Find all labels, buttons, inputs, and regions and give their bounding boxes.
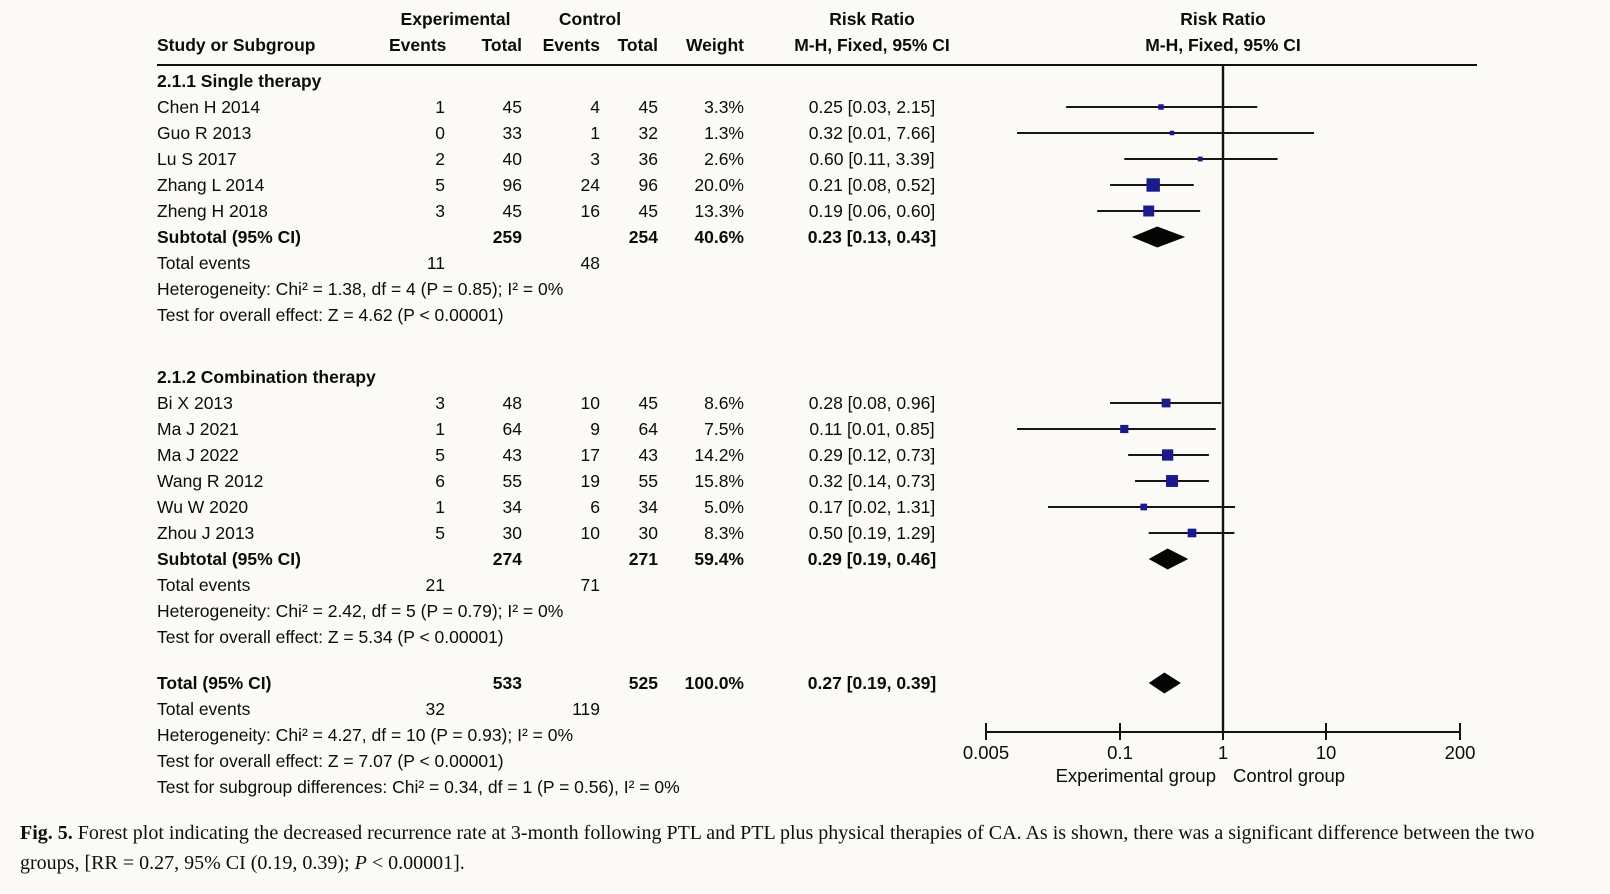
overall-effect-row-text: Test for overall effect: Z = 5.34 (P < 0.00001) <box>157 627 504 647</box>
ctrl-total: 96 <box>638 175 658 195</box>
exp-events: 0 <box>435 123 445 143</box>
header-divider-line <box>157 64 1477 66</box>
exp-events: 6 <box>435 471 445 491</box>
exp-total: 259 <box>492 227 522 247</box>
section-title: 2.1.1 Single therapy <box>157 71 322 91</box>
weight: 7.5% <box>704 419 744 439</box>
total-events-row <box>157 696 1610 722</box>
ctrl-total: 271 <box>628 549 658 569</box>
study-label: Bi X 2013 <box>157 393 233 413</box>
axis-tick-label: 0.005 <box>962 742 1010 763</box>
exp-events: 1 <box>435 497 445 517</box>
study-label: Guo R 2013 <box>157 123 252 143</box>
exp-total: 55 <box>502 471 522 491</box>
weight: 1.3% <box>704 123 744 143</box>
overall-effect-row <box>157 624 1610 650</box>
exp-events: 5 <box>435 445 445 465</box>
exp-total: 64 <box>502 419 522 439</box>
empty-cell <box>522 546 600 572</box>
ctrl-events: 4 <box>590 97 600 117</box>
ci-text: 0.32 [0.14, 0.73] <box>808 471 936 491</box>
exp-total: 533 <box>492 673 522 693</box>
ci-text: 0.29 [0.19, 0.46] <box>807 549 937 569</box>
plot-header-ci: M-H, Fixed, 95% CI <box>1145 35 1301 55</box>
figure-caption <box>20 818 1598 879</box>
ci-text: 0.60 [0.11, 3.39] <box>809 149 935 169</box>
header-spacer <box>658 6 744 32</box>
study-row <box>157 198 1610 224</box>
ctrl-total: 525 <box>628 673 658 693</box>
ctrl-events: 10 <box>580 393 600 413</box>
total-events-ctrl: 71 <box>580 575 600 595</box>
ctrl-events: 17 <box>580 445 600 465</box>
ci-text: 0.17 [0.02, 1.31] <box>808 497 936 517</box>
exp-total: 96 <box>502 175 522 195</box>
total-events-exp: 32 <box>425 699 445 719</box>
table-header-groups <box>157 6 1610 32</box>
study-label: Ma J 2022 <box>157 445 239 465</box>
study-label: Zhang L 2014 <box>157 175 265 195</box>
study-row <box>157 442 1610 468</box>
axis-right-label: Control group <box>1233 765 1346 786</box>
exp-events: 5 <box>435 175 445 195</box>
study-row <box>157 120 1610 146</box>
weight: 20.0% <box>694 175 744 195</box>
header-ctrl-total: Total <box>617 35 658 55</box>
exp-total: 33 <box>502 123 522 143</box>
weight: 2.6% <box>704 149 744 169</box>
axis-tick-label: 1 <box>1217 742 1229 763</box>
header-group-experimental: Experimental <box>400 9 511 29</box>
axis-tick-label: 10 <box>1315 742 1337 763</box>
spacer <box>0 328 1610 364</box>
weight: 100.0% <box>684 673 744 693</box>
total-events-row <box>157 250 1610 276</box>
weight: 14.2% <box>694 445 744 465</box>
overall-effect-row-text: Test for overall effect: Z = 4.62 (P < 0.00001) <box>157 305 504 325</box>
exp-events: 3 <box>435 201 445 221</box>
study-label: Ma J 2021 <box>157 419 239 439</box>
exp-total: 45 <box>502 201 522 221</box>
ctrl-total: 43 <box>638 445 658 465</box>
header-group-risk-ratio: Risk Ratio <box>829 9 915 29</box>
section-title: 2.1.2 Combination therapy <box>157 367 376 387</box>
overall-effect-row <box>157 302 1610 328</box>
overall-effect-row-text: Test for overall effect: Z = 7.07 (P < 0.00001) <box>157 751 504 771</box>
pooled-label: Subtotal (95% CI) <box>157 549 301 569</box>
weight: 5.0% <box>704 497 744 517</box>
ctrl-events: 1 <box>590 123 600 143</box>
header-ctrl-events: Events <box>542 35 600 55</box>
total-events-row <box>157 572 1610 598</box>
empty-cell <box>389 546 445 572</box>
header-exp-total: Total <box>481 35 522 55</box>
ctrl-events: 3 <box>590 149 600 169</box>
ctrl-total: 32 <box>638 123 658 143</box>
spacer <box>0 650 1610 670</box>
study-label: Lu S 2017 <box>157 149 237 169</box>
ci-text: 0.19 [0.06, 0.60] <box>808 201 936 221</box>
ctrl-total: 64 <box>638 419 658 439</box>
total-row <box>157 670 1610 696</box>
ctrl-events: 9 <box>590 419 600 439</box>
heterogeneity-row-text: Heterogeneity: Chi² = 2.42, df = 5 (P = 0.79); I² = 0% <box>157 601 564 621</box>
weight: 13.3% <box>694 201 744 221</box>
exp-total: 48 <box>502 393 522 413</box>
header-exp-events: Events <box>389 35 447 55</box>
study-row <box>157 94 1610 120</box>
study-label: Zheng H 2018 <box>157 201 268 221</box>
study-row <box>157 146 1610 172</box>
study-row <box>157 520 1610 546</box>
pooled-label: Subtotal (95% CI) <box>157 227 301 247</box>
heterogeneity-row <box>157 598 1610 624</box>
ctrl-events: 19 <box>580 471 600 491</box>
study-row <box>157 468 1610 494</box>
section-title-row <box>157 68 1610 94</box>
total-events-exp: 11 <box>426 253 445 273</box>
total-events-label: Total events <box>157 575 251 595</box>
figure-caption-p: P <box>354 852 367 875</box>
ci-text: 0.32 [0.01, 7.66] <box>808 123 936 143</box>
ctrl-total: 36 <box>638 149 658 169</box>
total-events-exp: 21 <box>425 575 445 595</box>
ci-text: 0.11 [0.01, 0.85] <box>809 419 935 439</box>
ctrl-total: 45 <box>638 97 658 117</box>
weight: 8.6% <box>704 393 744 413</box>
section-title-row <box>157 364 1610 390</box>
heterogeneity-row-text: Heterogeneity: Chi² = 1.38, df = 4 (P = 0.85); I² = 0% <box>157 279 564 299</box>
table-header-columns <box>157 32 1610 58</box>
exp-total: 274 <box>492 549 522 569</box>
axis-tick-label: 0.1 <box>1107 742 1133 763</box>
exp-total: 43 <box>502 445 522 465</box>
total-events-label: Total events <box>157 699 251 719</box>
subtotal-row <box>157 224 1610 250</box>
study-label: Chen H 2014 <box>157 97 261 117</box>
exp-total: 30 <box>502 523 522 543</box>
study-row <box>157 416 1610 442</box>
table-header <box>0 0 1610 58</box>
heterogeneity-row-text: Heterogeneity: Chi² = 4.27, df = 10 (P = 0.93); I² = 0% <box>157 725 574 745</box>
total-events-ctrl: 119 <box>572 699 600 719</box>
header-ci: M-H, Fixed, 95% CI <box>794 35 950 55</box>
subgroup-differences-row-text: Test for subgroup differences: Chi² = 0.34, df = 1 (P = 0.56), I² = 0% <box>157 777 680 797</box>
exp-events: 1 <box>435 419 445 439</box>
empty-cell <box>522 670 600 696</box>
figure-caption-text-end: < 0.00001]. <box>366 852 465 875</box>
exp-total: 40 <box>502 149 522 169</box>
subtotal-row <box>157 546 1610 572</box>
exp-events: 3 <box>435 393 445 413</box>
figure-caption-label: Fig. 5. <box>20 822 73 844</box>
ctrl-total: 55 <box>638 471 658 491</box>
empty-cell <box>389 670 445 696</box>
header-study-or-subgroup: Study or Subgroup <box>157 35 316 55</box>
ci-text: 0.28 [0.08, 0.96] <box>808 393 936 413</box>
forest-rows <box>0 68 1610 800</box>
ctrl-total: 45 <box>638 393 658 413</box>
ci-text: 0.21 [0.08, 0.52] <box>808 175 936 195</box>
study-row <box>157 494 1610 520</box>
header-weight: Weight <box>685 35 744 55</box>
ci-text: 0.25 [0.03, 2.15] <box>808 97 936 117</box>
ctrl-total: 34 <box>638 497 658 517</box>
weight: 59.4% <box>694 549 744 569</box>
ctrl-total: 45 <box>638 201 658 221</box>
subgroup-differences-row <box>157 774 1610 800</box>
total-events-ctrl: 48 <box>580 253 600 273</box>
heterogeneity-row <box>157 722 1610 748</box>
header-group-control: Control <box>558 9 622 29</box>
ci-text: 0.29 [0.12, 0.73] <box>808 445 936 465</box>
axis-tick-label: 200 <box>1444 742 1476 763</box>
exp-total: 45 <box>502 97 522 117</box>
axis-left-label: Experimental group <box>1055 765 1216 786</box>
study-row <box>157 172 1610 198</box>
header-spacer <box>157 6 389 32</box>
ctrl-events: 6 <box>590 497 600 517</box>
weight: 3.3% <box>704 97 744 117</box>
exp-total: 34 <box>502 497 522 517</box>
study-label: Zhou J 2013 <box>157 523 255 543</box>
ctrl-events: 16 <box>580 201 600 221</box>
ci-text: 0.23 [0.13, 0.43] <box>807 227 937 247</box>
pooled-label: Total (95% CI) <box>157 673 272 693</box>
ctrl-total: 30 <box>638 523 658 543</box>
exp-events: 1 <box>435 97 445 117</box>
empty-cell <box>522 224 600 250</box>
empty-cell <box>389 224 445 250</box>
ctrl-events: 24 <box>580 175 600 195</box>
figure-caption-text: Forest plot indicating the decreased recurrence rate at 3-month following PTL and PTL plus physical therapies of CA. As is shown, there was a significant difference between the two groups, [RR = 0.27, 95% CI (0.19, 0.39); <box>20 822 1535 875</box>
ci-text: 0.27 [0.19, 0.39] <box>807 673 937 693</box>
weight: 8.3% <box>704 523 744 543</box>
plot-header-risk-ratio: Risk Ratio <box>1180 9 1266 29</box>
study-label: Wang R 2012 <box>157 471 264 491</box>
study-row <box>157 390 1610 416</box>
ci-text: 0.50 [0.19, 1.29] <box>808 523 936 543</box>
weight: 15.8% <box>694 471 744 491</box>
overall-effect-row <box>157 748 1610 774</box>
ctrl-events: 10 <box>580 523 600 543</box>
total-events-label: Total events <box>157 253 251 273</box>
study-label: Wu W 2020 <box>157 497 249 517</box>
exp-events: 5 <box>435 523 445 543</box>
heterogeneity-row <box>157 276 1610 302</box>
weight: 40.6% <box>694 227 744 247</box>
exp-events: 2 <box>435 149 445 169</box>
ctrl-total: 254 <box>628 227 658 247</box>
